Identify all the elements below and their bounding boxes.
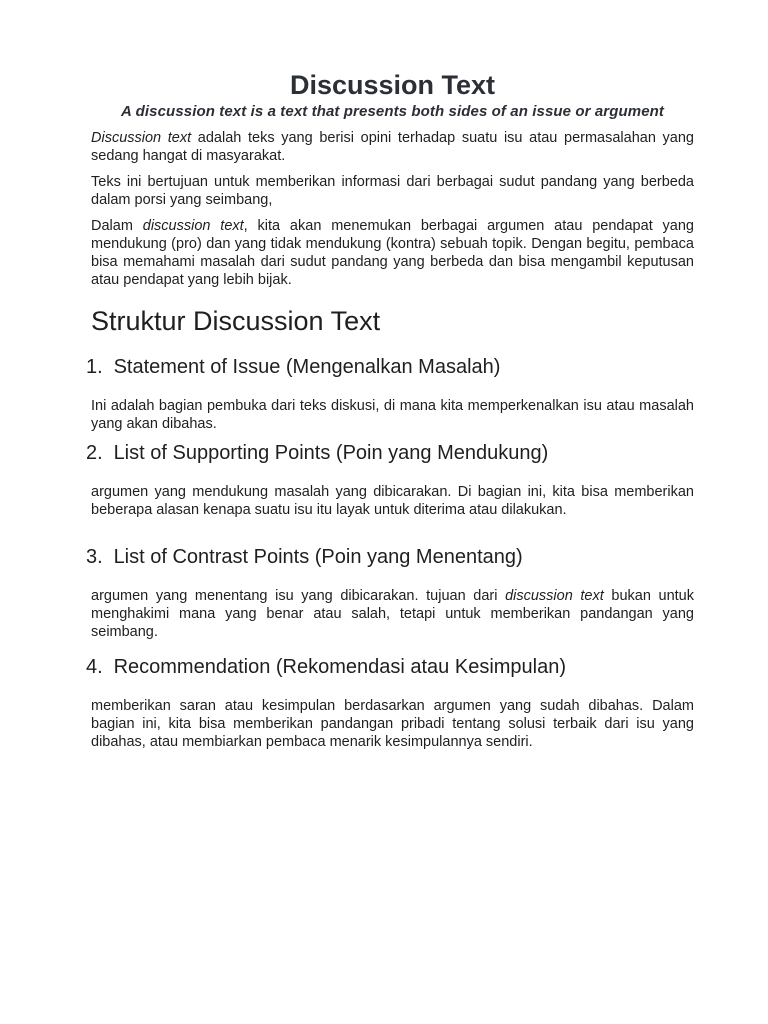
item-heading-1: 1. Statement of Issue (Mengenalkan Masalah) — [86, 356, 501, 378]
page-subtitle: A discussion text is a text that presents both sides of an issue or argument — [121, 103, 664, 120]
item-text-1: Ini adalah bagian pembuka dari teks diskusi, di mana kita memperkenalkan isu atau masalah yang akan dibahas. — [91, 398, 694, 432]
intro-paragraph-2: Teks ini bertujuan untuk memberikan informasi dari berbagai sudut pandang yang berbeda dalam porsi yang seimbang, — [91, 174, 694, 208]
intro-term: discussion text — [142, 218, 244, 234]
item-heading-2: 2. List of Supporting Points (Poin yang Mendukung) — [86, 442, 549, 464]
item-heading-4: 4. Recommendation (Rekomendasi atau Kesimpulan) — [86, 656, 567, 678]
item-text-3: argumen yang menentang isu yang dibicarakan. tujuan dari discussion text bukan untuk menghakimi mana yang benar atau salah, tetapi untuk memberikan pandangan yang seimbang. — [91, 588, 694, 640]
item-heading-3: 3. List of Contrast Points (Poin yang Menentang) — [86, 546, 523, 568]
item-text-4: memberikan saran atau kesimpulan berdasarkan argumen yang sudah dibahas. Dalam bagian ini, kita bisa memberikan pandangan pribadi tentang solusi terbaik dari isu yang dibahas, atau membiarkan pembaca menarik kesimpulannya sendiri. — [91, 698, 694, 750]
intro-term: Discussion text — [91, 130, 192, 146]
section-heading: Struktur Discussion Text — [91, 306, 381, 336]
intro-paragraph-1: Discussion text adalah teks yang berisi opini terhadap suatu isu atau permasalahan yang sedang hangat di masyarakat. — [91, 130, 694, 164]
document-page — [86, 68, 694, 759]
item-term: discussion text — [505, 588, 604, 604]
intro-paragraph-3: Dalam discussion text, kita akan menemukan berbagai argumen atau pendapat yang mendukung (pro) dan yang tidak mendukung (kontra) sebuah topik. Dengan begitu, pembaca bisa memahami masalah dari sudut pandang yang berbeda dan bisa mengambil keputusan atau pendapat yang lebih bijak. — [91, 218, 694, 288]
item-text-2: argumen yang mendukung masalah yang dibicarakan. Di bagian ini, kita bisa memberikan beberapa alasan kenapa suatu isu itu layak untuk diterima atau dilakukan. — [91, 484, 694, 518]
page-title: Discussion Text — [289, 70, 496, 100]
